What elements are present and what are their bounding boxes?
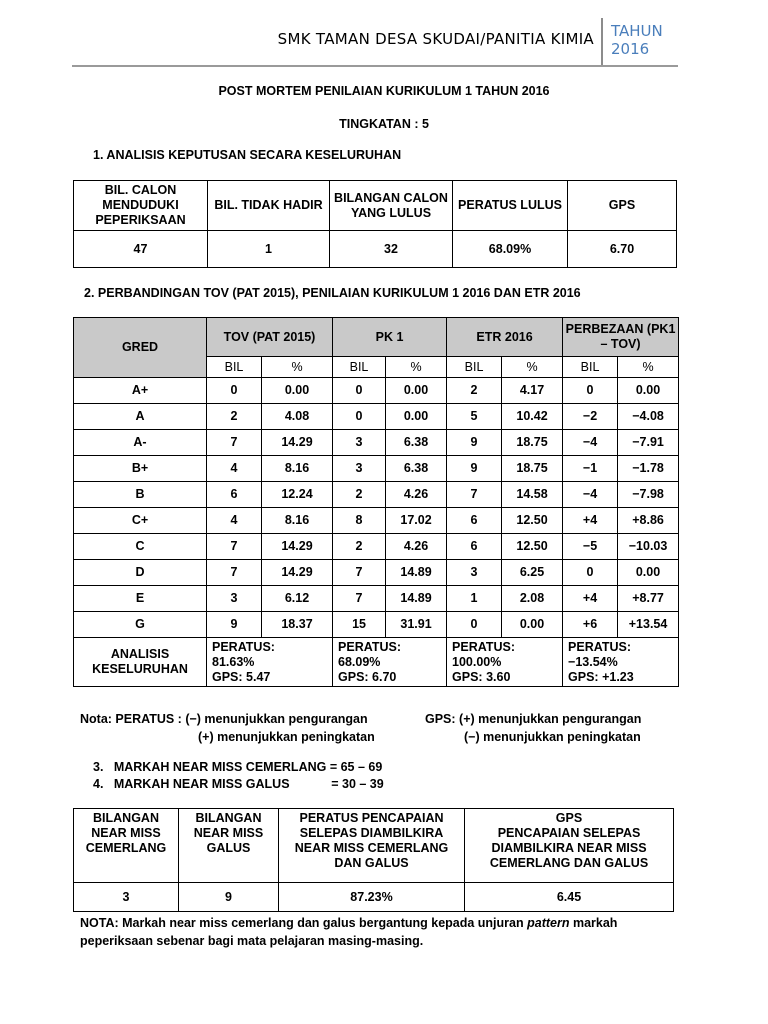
grade-cell-pk1-percent: 6.38 xyxy=(386,430,447,456)
grade-cell-etr-percent: 12.50 xyxy=(502,508,563,534)
grade-cell-tov-percent: 8.16 xyxy=(262,456,333,482)
header-etr: ETR 2016 xyxy=(447,318,563,357)
summary-perbezaan xyxy=(563,638,679,687)
grade-cell-pk1-percent: 6.38 xyxy=(386,456,447,482)
grade-cell-etr-percent: 6.25 xyxy=(502,560,563,586)
summary-peratus-label: PERATUS: xyxy=(338,639,401,654)
grade-cell-pk1-bil: 2 xyxy=(333,534,386,560)
summary-etr xyxy=(447,638,563,687)
final-note xyxy=(80,914,695,950)
grade-row xyxy=(74,560,679,586)
summary-peratus-value: −13.54% xyxy=(568,654,618,669)
grade-cell-gred: B xyxy=(74,482,207,508)
subheader-percent: % xyxy=(618,357,679,378)
near-miss-cemerlang-range: 3. MARKAH NEAR MISS CEMERLANG = 65 – 69 xyxy=(93,760,383,774)
subheader-percent: % xyxy=(502,357,563,378)
header-divider-horizontal xyxy=(72,65,678,67)
grade-cell-etr-percent: 14.58 xyxy=(502,482,563,508)
grade-cell-etr-bil: 0 xyxy=(447,612,502,638)
grade-cell-tov-bil: 6 xyxy=(207,482,262,508)
value-gps-pencapaian: 6.45 xyxy=(465,883,674,912)
summary-pk1 xyxy=(333,638,447,687)
nota-gps-line1: GPS: (+) menunjukkan pengurangan xyxy=(425,712,642,726)
header-near-miss-galus xyxy=(179,809,279,883)
subheader-percent: % xyxy=(386,357,447,378)
grade-cell-tov-percent: 18.37 xyxy=(262,612,333,638)
nota-gps-line2: (−) menunjukkan peningkatan xyxy=(464,730,641,744)
grade-cell-tov-percent: 8.16 xyxy=(262,508,333,534)
header-line: DAN GALUS xyxy=(334,856,409,870)
grade-cell-tov-percent: 14.29 xyxy=(262,534,333,560)
grade-cell-tov-bil: 0 xyxy=(207,378,262,404)
header-line: PENCAPAIAN SELEPAS xyxy=(497,826,641,840)
grade-cell-etr-percent: 10.42 xyxy=(502,404,563,430)
value-tidak-hadir: 1 xyxy=(208,231,330,268)
near-miss-header-row xyxy=(74,809,674,883)
nota-gps xyxy=(425,710,641,746)
grade-cell-pk1-percent: 14.89 xyxy=(386,586,447,612)
grade-row xyxy=(74,456,679,482)
summary-gps: GPS: 5.47 xyxy=(212,669,271,684)
document-title: POST MORTEM PENILAIAN KURIKULUM 1 TAHUN 2016 xyxy=(218,84,550,98)
grade-cell-tov-bil: 3 xyxy=(207,586,262,612)
grade-cell-etr-percent: 12.50 xyxy=(502,534,563,560)
summary-gps: GPS: +1.23 xyxy=(568,669,634,684)
near-miss-galus-range: 4. MARKAH NEAR MISS GALUS = 30 – 39 xyxy=(93,777,384,791)
grade-cell-pk1-percent: 31.91 xyxy=(386,612,447,638)
grade-cell-perbezaan-bil: −4 xyxy=(563,482,618,508)
grade-cell-perbezaan-bil: −2 xyxy=(563,404,618,430)
grade-cell-tov-bil: 7 xyxy=(207,534,262,560)
grade-cell-tov-percent: 14.29 xyxy=(262,430,333,456)
grade-cell-pk1-bil: 0 xyxy=(333,404,386,430)
grade-cell-etr-bil: 6 xyxy=(447,508,502,534)
grade-cell-tov-bil: 7 xyxy=(207,560,262,586)
subheader-percent: % xyxy=(262,357,333,378)
summary-peratus-label: PERATUS: xyxy=(212,639,275,654)
grade-cell-perbezaan-percent: −7.91 xyxy=(618,430,679,456)
summary-label-line2: KESELURUHAN xyxy=(92,662,188,676)
header-line: GALUS xyxy=(206,841,251,855)
grade-cell-tov-percent: 12.24 xyxy=(262,482,333,508)
summary-peratus-value: 81.63% xyxy=(212,654,255,669)
grade-cell-gred: A xyxy=(74,404,207,430)
grade-cell-perbezaan-percent: −1.78 xyxy=(618,456,679,482)
header-bil-calon: BIL. CALON MENDUDUKI PEPERIKSAAN xyxy=(74,181,208,231)
grade-cell-perbezaan-bil: −1 xyxy=(563,456,618,482)
final-note-line1 xyxy=(80,914,695,932)
grade-cell-pk1-bil: 7 xyxy=(333,560,386,586)
section1-heading: 1. ANALISIS KEPUTUSAN SECARA KESELURUHAN xyxy=(93,148,402,162)
grade-cell-etr-bil: 6 xyxy=(447,534,502,560)
grade-cell-tov-bil: 7 xyxy=(207,430,262,456)
header-gps: GPS xyxy=(568,181,677,231)
grade-cell-gred: A- xyxy=(74,430,207,456)
grade-cell-gred: A+ xyxy=(74,378,207,404)
header-tov: TOV (PAT 2015) xyxy=(207,318,333,357)
grade-cell-pk1-percent: 0.00 xyxy=(386,404,447,430)
value-near-miss-cemerlang: 3 xyxy=(74,883,179,912)
near-miss-value-row xyxy=(74,883,674,912)
grade-rows xyxy=(74,378,679,638)
grade-cell-perbezaan-bil: +4 xyxy=(563,508,618,534)
grade-cell-tov-bil: 4 xyxy=(207,456,262,482)
overall-results-header-row xyxy=(74,181,677,231)
grade-cell-gred: E xyxy=(74,586,207,612)
grade-cell-tov-bil: 4 xyxy=(207,508,262,534)
overall-results-value-row xyxy=(74,231,677,268)
grade-cell-etr-percent: 18.75 xyxy=(502,430,563,456)
value-gps: 6.70 xyxy=(568,231,677,268)
header-gps-pencapaian xyxy=(465,809,674,883)
header-line: PERATUS PENCAPAIAN xyxy=(299,811,444,825)
summary-gps: GPS: 3.60 xyxy=(452,669,511,684)
header-line: NEAR MISS xyxy=(91,826,161,840)
final-note-part-a: NOTA: Markah near miss cemerlang dan galus bergantung kepada unjuran xyxy=(80,916,528,930)
grade-cell-tov-bil: 9 xyxy=(207,612,262,638)
final-note-part-b: markah xyxy=(569,916,618,930)
header-year-value: 2016 xyxy=(611,40,650,58)
grade-cell-pk1-bil: 3 xyxy=(333,456,386,482)
grade-cell-tov-percent: 6.12 xyxy=(262,586,333,612)
grade-cell-gred: C+ xyxy=(74,508,207,534)
grade-cell-perbezaan-bil: +6 xyxy=(563,612,618,638)
grade-cell-pk1-bil: 8 xyxy=(333,508,386,534)
summary-peratus-value: 100.00% xyxy=(452,654,502,669)
summary-tov xyxy=(207,638,333,687)
grade-cell-etr-bil: 2 xyxy=(447,378,502,404)
grade-cell-etr-bil: 3 xyxy=(447,560,502,586)
grade-cell-gred: B+ xyxy=(74,456,207,482)
summary-peratus-label: PERATUS: xyxy=(452,639,515,654)
subheader-bil: BIL xyxy=(207,357,262,378)
header-line: NEAR MISS CEMERLANG xyxy=(294,841,449,855)
header-line: GPS xyxy=(555,811,583,825)
grade-cell-perbezaan-percent: +13.54 xyxy=(618,612,679,638)
grade-row xyxy=(74,612,679,638)
grade-cell-perbezaan-bil: −4 xyxy=(563,430,618,456)
school-header-title: SMK TAMAN DESA SKUDAI/PANITIA KIMIA xyxy=(277,30,594,48)
grade-cell-perbezaan-percent: 0.00 xyxy=(618,560,679,586)
grade-cell-perbezaan-bil: −5 xyxy=(563,534,618,560)
value-peratus-lulus: 68.09% xyxy=(453,231,568,268)
grade-cell-etr-percent: 2.08 xyxy=(502,586,563,612)
header-line: SELEPAS DIAMBILKIRA xyxy=(299,826,444,840)
value-bil-calon: 47 xyxy=(74,231,208,268)
header-year-label: TAHUN xyxy=(611,22,663,40)
final-note-italic: pattern xyxy=(527,916,570,930)
grade-cell-etr-bil: 1 xyxy=(447,586,502,612)
grade-cell-etr-percent: 0.00 xyxy=(502,612,563,638)
grade-row xyxy=(74,378,679,404)
subheader-bil: BIL xyxy=(563,357,618,378)
grade-row xyxy=(74,534,679,560)
header-line: BILANGAN xyxy=(195,811,262,825)
grade-cell-pk1-bil: 2 xyxy=(333,482,386,508)
header-line: NEAR MISS xyxy=(193,826,264,840)
grade-cell-perbezaan-bil: +4 xyxy=(563,586,618,612)
grade-comparison-table xyxy=(73,317,679,687)
summary-peratus-value: 68.09% xyxy=(338,654,381,669)
grade-cell-pk1-percent: 14.89 xyxy=(386,560,447,586)
grade-cell-perbezaan-bil: 0 xyxy=(563,560,618,586)
grade-cell-gred: G xyxy=(74,612,207,638)
grade-cell-pk1-bil: 0 xyxy=(333,378,386,404)
grade-cell-perbezaan-bil: 0 xyxy=(563,378,618,404)
section2-heading: 2. PERBANDINGAN TOV (PAT 2015), PENILAIAN KURIKULUM 1 2016 DAN ETR 2016 xyxy=(84,286,581,300)
nota-peratus-line1: Nota: PERATUS : (−) menunjukkan pengurangan xyxy=(80,712,368,726)
header-divider-vertical xyxy=(601,18,603,66)
subheader-bil: BIL xyxy=(447,357,502,378)
grade-cell-tov-bil: 2 xyxy=(207,404,262,430)
grade-cell-etr-bil: 5 xyxy=(447,404,502,430)
grade-table-summary-row xyxy=(74,638,679,687)
grade-cell-tov-percent: 14.29 xyxy=(262,560,333,586)
grade-cell-pk1-percent: 4.26 xyxy=(386,482,447,508)
header-line: DIAMBILKIRA NEAR MISS xyxy=(491,841,647,855)
subheader-bil: BIL xyxy=(333,357,386,378)
value-near-miss-galus: 9 xyxy=(179,883,279,912)
grade-cell-etr-bil: 9 xyxy=(447,456,502,482)
grade-cell-perbezaan-percent: −7.98 xyxy=(618,482,679,508)
header-peratus-pencapaian xyxy=(279,809,465,883)
grade-cell-perbezaan-percent: +8.77 xyxy=(618,586,679,612)
grade-cell-pk1-percent: 0.00 xyxy=(386,378,447,404)
grade-cell-perbezaan-percent: −10.03 xyxy=(618,534,679,560)
grade-cell-etr-bil: 9 xyxy=(447,430,502,456)
header-line: CEMERLANG DAN GALUS xyxy=(489,856,649,870)
header-year xyxy=(611,22,663,58)
header-gred: GRED xyxy=(74,318,207,378)
near-miss-table xyxy=(73,808,674,912)
header-peratus-lulus: PERATUS LULUS xyxy=(453,181,568,231)
summary-label xyxy=(74,638,207,687)
grade-row xyxy=(74,508,679,534)
grade-cell-etr-percent: 18.75 xyxy=(502,456,563,482)
grade-cell-pk1-bil: 3 xyxy=(333,430,386,456)
grade-cell-pk1-percent: 4.26 xyxy=(386,534,447,560)
grade-table-group-header-row xyxy=(74,318,679,357)
value-peratus-pencapaian: 87.23% xyxy=(279,883,465,912)
overall-results-table xyxy=(73,180,677,268)
header-calon-lulus: BILANGAN CALON YANG LULUS xyxy=(330,181,453,231)
grade-cell-etr-percent: 4.17 xyxy=(502,378,563,404)
header-line: CEMERLANG xyxy=(85,841,167,855)
header-tidak-hadir: BIL. TIDAK HADIR xyxy=(208,181,330,231)
grade-cell-perbezaan-percent: +8.86 xyxy=(618,508,679,534)
grade-cell-perbezaan-percent: 0.00 xyxy=(618,378,679,404)
nota-peratus-line2: (+) menunjukkan peningkatan xyxy=(198,730,375,744)
summary-gps: GPS: 6.70 xyxy=(338,669,397,684)
header-pk1: PK 1 xyxy=(333,318,447,357)
grade-cell-pk1-bil: 7 xyxy=(333,586,386,612)
grade-cell-pk1-bil: 15 xyxy=(333,612,386,638)
nota-peratus xyxy=(80,710,375,746)
grade-row xyxy=(74,404,679,430)
grade-row xyxy=(74,482,679,508)
grade-cell-gred: D xyxy=(74,560,207,586)
grade-row xyxy=(74,586,679,612)
header-line: BILANGAN xyxy=(93,811,159,825)
summary-label-line1: ANALISIS xyxy=(110,647,170,661)
grade-row xyxy=(74,430,679,456)
tingkatan-label: TINGKATAN : 5 xyxy=(339,117,429,131)
header-near-miss-cemerlang xyxy=(74,809,179,883)
grade-cell-pk1-percent: 17.02 xyxy=(386,508,447,534)
header-perbezaan: PERBEZAAN (PK1 – TOV) xyxy=(563,318,679,357)
value-calon-lulus: 32 xyxy=(330,231,453,268)
final-note-line2: peperiksaan sebenar bagi mata pelajaran masing-masing. xyxy=(80,934,424,948)
grade-cell-gred: C xyxy=(74,534,207,560)
grade-cell-tov-percent: 0.00 xyxy=(262,378,333,404)
grade-cell-tov-percent: 4.08 xyxy=(262,404,333,430)
summary-peratus-label: PERATUS: xyxy=(568,639,631,654)
grade-cell-perbezaan-percent: −4.08 xyxy=(618,404,679,430)
grade-cell-etr-bil: 7 xyxy=(447,482,502,508)
